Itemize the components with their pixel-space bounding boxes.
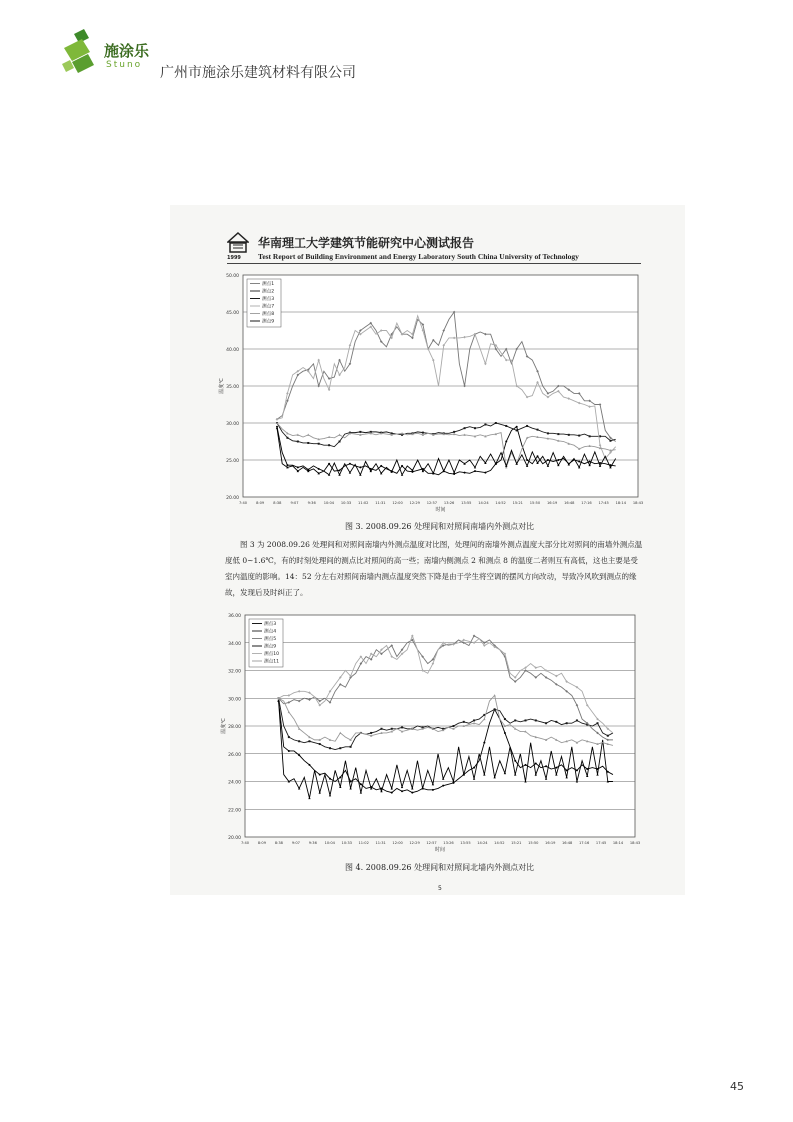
y-tick-label: 30.00 [228, 697, 241, 703]
scanned-report-page [170, 205, 685, 895]
y-tick-label: 22.00 [228, 808, 241, 814]
x-tick-label: 15:50 [528, 841, 539, 845]
x-tick-label: 11:31 [375, 501, 386, 505]
data-point [380, 728, 382, 730]
x-tick-label: 12:29 [409, 501, 420, 505]
x-tick-label: 18:14 [612, 841, 624, 845]
x-tick-label: 15:21 [512, 501, 523, 505]
figure-3-caption: 图 3. 2008.09.26 处理间和对照间南墙内外测点对比 [345, 522, 535, 531]
x-tick-label: 12:00 [392, 841, 403, 845]
stuno-logo-icon [60, 28, 110, 78]
x-tick-label: 16:19 [546, 501, 558, 505]
y-tick-label: 35.00 [226, 385, 239, 390]
legend-label: 测点3 [264, 622, 277, 627]
x-tick-label: 13:55 [461, 501, 472, 505]
x-tick-label: 11:31 [375, 841, 386, 845]
data-point [535, 719, 537, 721]
data-point [525, 719, 527, 721]
x-axis-label: 时间 [435, 507, 446, 513]
data-point [514, 719, 516, 721]
data-point [319, 743, 321, 745]
x-tick-label: 8:38 [273, 501, 282, 505]
x-tick-label: 17:16 [581, 501, 592, 505]
company-name: 广州市施涂乐建筑材料有限公司 [160, 65, 356, 81]
data-point [308, 740, 310, 742]
data-point [329, 778, 331, 780]
data-point [442, 785, 444, 787]
legend-label: 测点10 [264, 652, 280, 657]
x-tick-label: 16:48 [564, 501, 575, 505]
figure-4-caption: 图 4. 2008.09.26 处理间和对照间北墙内外测点对比 [345, 863, 535, 872]
x-tick-label: 12:00 [392, 501, 403, 505]
y-tick-label: 20.00 [228, 836, 241, 841]
data-point [473, 719, 475, 721]
legend-label: 测点9 [264, 644, 277, 650]
data-point [576, 719, 578, 721]
data-point [401, 726, 403, 728]
x-tick-label: 8:09 [256, 501, 265, 505]
company-header [60, 28, 760, 88]
data-point [288, 750, 290, 752]
legend-label: 测点3 [262, 297, 275, 302]
y-axis-label: 温度℃ [221, 718, 227, 734]
x-tick-label: 15:50 [529, 501, 541, 505]
x-tick-label: 9:07 [291, 841, 300, 845]
data-point [298, 754, 300, 756]
data-point [288, 736, 290, 738]
data-point [339, 747, 341, 749]
data-point [504, 718, 506, 720]
data-point [339, 776, 341, 778]
x-tick-label: 18:14 [615, 501, 627, 505]
data-point [360, 783, 362, 785]
data-point [555, 767, 557, 769]
x-tick-label: 12:57 [426, 501, 438, 505]
data-point [473, 767, 475, 769]
x-tick-label: 7:40 [238, 501, 248, 505]
y-tick-label: 28.00 [228, 725, 241, 730]
legend-label: 测点9 [262, 319, 275, 325]
y-tick-label: 40.00 [226, 348, 239, 353]
x-tick-label: 9:07 [290, 501, 299, 505]
x-tick-label: 16:48 [561, 841, 573, 845]
x-tick-label: 10:33 [341, 841, 352, 845]
data-point [329, 747, 331, 749]
data-point [370, 732, 372, 734]
data-point [555, 721, 557, 723]
data-point [308, 764, 310, 766]
brand-name-en: Stuno [106, 60, 143, 70]
x-tick-label: 10:04 [323, 501, 335, 505]
data-point [391, 728, 393, 730]
x-tick-label: 9:36 [307, 501, 316, 505]
x-tick-label: 17:45 [595, 841, 607, 845]
report-title-en: Test Report of Building Environment and Energy Laboratory South China University of Technology [258, 252, 579, 261]
y-tick-label: 20.00 [226, 496, 239, 501]
data-point [525, 764, 527, 766]
data-point [607, 735, 609, 737]
data-point [545, 765, 547, 767]
legend-label: 测点1 [262, 282, 275, 287]
x-tick-label: 17:45 [598, 501, 609, 505]
x-tick-label: 12:29 [409, 841, 420, 845]
y-tick-label: 36.00 [228, 614, 241, 619]
scan-page-number: 5 [438, 885, 442, 892]
data-point [319, 774, 321, 776]
x-tick-label: 14:24 [477, 841, 488, 845]
data-point [576, 769, 578, 771]
brand-name-cn: 施涂乐 [104, 42, 150, 60]
x-tick-label: 13:26 [443, 501, 455, 505]
y-tick-label: 50.00 [226, 274, 239, 279]
x-tick-label: 7:40 [240, 841, 250, 845]
data-point [432, 789, 434, 791]
data-point [514, 760, 516, 762]
y-tick-label: 32.00 [228, 669, 241, 675]
x-tick-label: 12:57 [426, 841, 437, 845]
x-axis-label: 时间 [434, 847, 446, 853]
x-tick-label: 13:55 [460, 841, 471, 845]
data-point [298, 740, 300, 742]
x-tick-label: 13:26 [443, 841, 454, 845]
x-tick-label: 18:43 [629, 841, 641, 845]
data-point [494, 708, 496, 710]
legend-label: 测点7 [262, 304, 275, 310]
legend-label: 测点11 [264, 659, 280, 665]
x-tick-label: 14:52 [494, 841, 505, 845]
y-tick-label: 25.00 [226, 459, 239, 464]
y-tick-label: 45.00 [226, 311, 239, 316]
data-point [504, 732, 506, 734]
x-tick-label: 8:38 [274, 841, 283, 845]
x-tick-label: 15:21 [511, 841, 522, 845]
data-point [463, 721, 465, 723]
data-point [597, 722, 599, 724]
y-tick-label: 24.00 [228, 780, 241, 786]
y-tick-label: 34.00 [228, 641, 241, 647]
legend-label: 测点2 [262, 289, 275, 295]
x-tick-label: 11:02 [358, 841, 369, 845]
chart-figure-4 [170, 205, 685, 865]
legend-label: 测点5 [264, 637, 277, 642]
x-tick-label: 17:16 [578, 841, 590, 845]
legend-label: 测点8 [262, 312, 275, 317]
data-point [483, 742, 485, 744]
x-tick-label: 14:52 [495, 501, 506, 505]
data-point [566, 722, 568, 724]
page-number: 45 [730, 1080, 744, 1093]
report-title-cn: 华南理工大学建筑节能研究中心测试报告 [258, 236, 475, 250]
data-point [545, 722, 547, 724]
data-point [350, 746, 352, 748]
x-tick-label: 11:02 [358, 501, 369, 505]
y-axis-label: 温度℃ [219, 378, 225, 394]
x-tick-label: 18:43 [632, 501, 644, 505]
x-tick-label: 8:09 [257, 841, 266, 845]
data-point [411, 792, 413, 794]
x-tick-label: 9:36 [308, 841, 317, 845]
data-point [391, 792, 393, 794]
data-point [535, 762, 537, 764]
legend-label: 测点4 [264, 629, 277, 635]
data-point [452, 725, 454, 727]
x-tick-label: 14:24 [478, 501, 489, 505]
y-tick-label: 30.00 [226, 422, 239, 427]
paragraph-text: 图 3 为 2008.09.26 处理间和对照间南墙内外测点温度对比图，处理间的南墙外测点温度大部分比对照间的南墙外测点温度低 0~1.6℃，有的时刻处理间的测点比对照间的高一些；南墙内侧测点 2 和测点 8 的温度二者则互有高低，这也主要是受室内温度的影响。14：52 分左右对照间南墙内测点温度突然下降是由于学生将空调的摆风方向改动，导致冷风吹到测点的缘故，发现后及时纠正了。 [225, 540, 643, 597]
y-tick-label: 26.00 [228, 752, 241, 758]
x-tick-label: 16:19 [545, 841, 556, 845]
emblem-year: 1999 [227, 255, 241, 261]
x-tick-label: 10:04 [324, 841, 335, 845]
data-point [401, 790, 403, 792]
x-tick-label: 10:33 [340, 501, 352, 505]
